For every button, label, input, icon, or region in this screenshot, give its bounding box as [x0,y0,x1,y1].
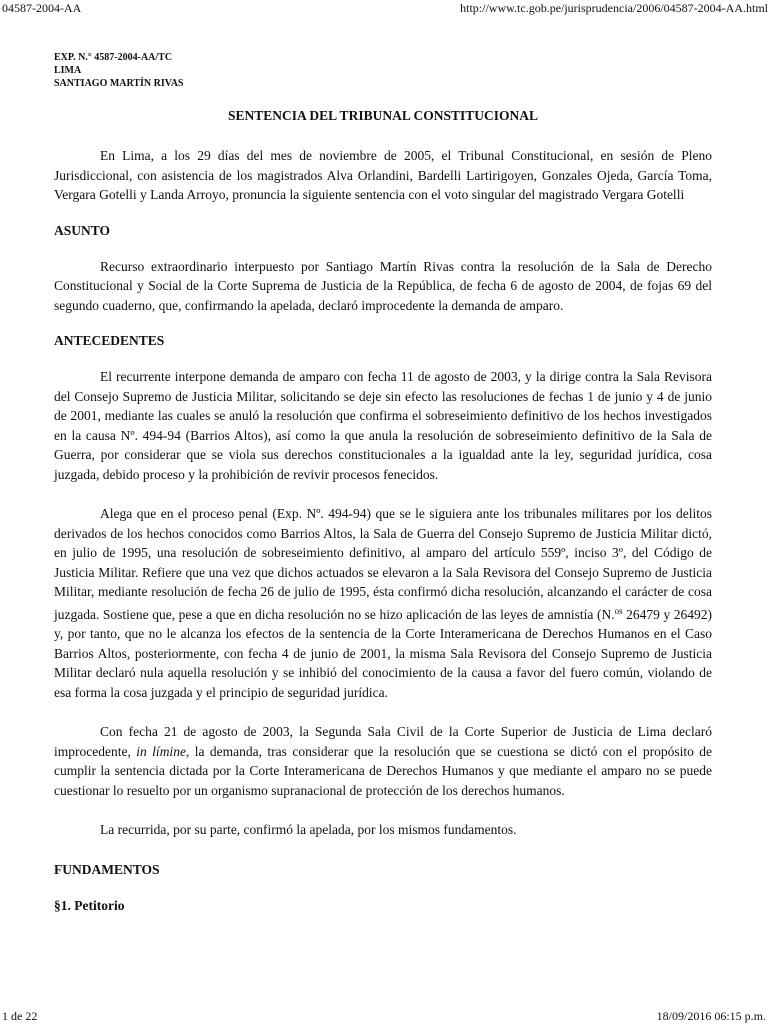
superscript-text: os [614,605,623,616]
asunto-paragraph: Recurso extraordinario interpuesto por Santiago Martín Rivas contra la resolución de la Sala de Derecho Constitucional y Social de la Corte Suprema de Justicia de la República, de fecha 6 de agosto de 2004, de fojas 69 del segundo cuaderno, que, confirmando la apelada, declaró improcedente la demanda de amparo. [54,258,712,313]
print-timestamp: 18/09/2016 06:15 p.m. [656,1009,766,1023]
antecedentes-paragraph-4: La recurrida, por su parte, confirmó la apelada, por los mismos fundamentos. [100,822,517,837]
case-number: EXP. N.° 4587-2004-AA/TC [54,52,173,63]
antecedentes-paragraph-3 [54,722,712,800]
intro-paragraph: En Lima, a los 29 días del mes de noviembre de 2005, el Tribunal Constitucional, en sesión de Pleno Jurisdiccional, con asistencia de los magistrados Alva Orlandini, Bardelli Lartirigoyen, Gonzales Ojeda, García Toma, Vergara Gotelli y Landa Arroyo, pronuncia la siguiente sentencia con el voto singular del magistrado Vergara Gotelli [54,148,712,202]
paragraph-text: , la demanda, tras considerar que la resolución que se cuestiona se dictó con el propósito de cumplir la sentencia dictada por la Corte Interamericana de Derechos Humanos y que mediante el amparo no se puede cuestionar lo resuelto por un organismo supranacional de protección de los derechos humanos. [54,743,712,798]
header-doc-id: 04587-2004-AA [2,1,82,15]
antecedentes-paragraph-1: El recurrente interpone demanda de amparo con fecha 11 de agosto de 2003, y la dirige contra la Sala Revisora del Consejo Supremo de Justicia Militar, solicitando se deje sin efecto las resoluciones de fechas 1 de junio y 4 de junio de 2001, mediante las cuales se anuló la resolución que confirma el sobreseimiento definitivo de los hechos investigados en la causa Nº. 494-94 (Barrios Altos), así como la que anula la resolución de sobreseimiento definitivo de la Sala de Guerra, por considerar que se viola sus derechos constitucionales a la igualdad ante la ley, seguridad jurídica, cosa juzgada, debido proceso y la prohibición de revivir procesos fenecidos. [54,369,712,482]
asunto-heading: ASUNTO [54,222,111,238]
browser-print-footer [0,1008,768,1024]
browser-print-header [0,0,768,16]
petitorio-heading: §1. Petitorio [54,897,125,913]
header-url[interactable]: http://www.tc.gob.pe/jurisprudencia/2006/04587-2004-AA.html [460,1,768,15]
paragraph-text: Alega que en el proceso penal (Exp. Nº. 494-94) que se le siguiera ante los tribunales militares por los delitos derivados de los hechos conocidos como Barrios Altos, la Sala de Guerra del Consejo Supremo de Justicia Militar dictó, en julio de 1995, una resolución de sobreseimiento definitivo, al amparo del artículo 559º, inciso 3º, del Código de Justicia Militar. Refiere que una vez que dichos actuados se elevaron a la Sala Revisora del Consejo Supremo de Justicia Militar, mediante resolución de fecha 26 de julio de 1995, ésta confirmó dicha resolución, alcanzando el carácter de cosa juzgada. Sostiene que, pese a que en dicha resolución no se hizo aplicación de las leyes de amnistía (N. [54,506,712,622]
italic-text: in límine [136,743,186,759]
fundamentos-heading: FUNDAMENTOS [54,861,160,877]
page-counter: 1 de 22 [2,1009,38,1023]
antecedentes-paragraph-2 [54,504,712,702]
paragraph-text: Con fecha 21 de agosto de 2003, la Segunda Sala Civil de la Corte Superior de Justicia de Lima declaró improcedente, [54,724,712,759]
antecedentes-heading: ANTECEDENTES [54,333,165,348]
document-title: SENTENCIA DEL TRIBUNAL CONSTITUCIONAL [228,108,538,123]
paragraph-text: 26479 y 26492) y, por tanto, que no le alcanza los efectos de la sentencia de la Corte Interamericana de Derechos Humanos en el Caso Barrios Altos, posteriormente, con fecha 4 de junio de 2001, la misma Sala Revisora del Consejo Supremo de Justicia Militar declaró nula aquella resolución y se inhibió del conocimiento de la causa a favor del fuero común, violando de esa forma la cosa juzgada y el principio de seguridad jurídica. [54,606,713,700]
case-city: LIMA [54,65,82,76]
case-party: SANTIAGO MARTÍN RIVAS [54,78,184,89]
document-body [54,106,712,916]
case-metadata [54,51,184,90]
